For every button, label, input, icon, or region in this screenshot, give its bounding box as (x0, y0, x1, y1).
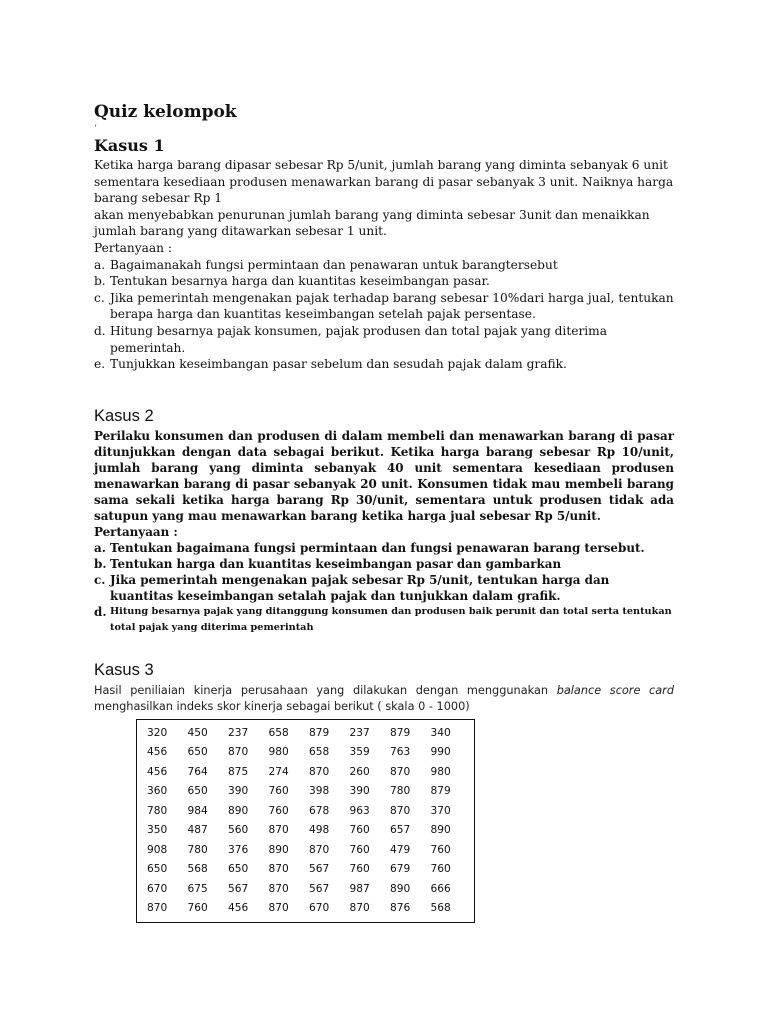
table-cell: 876 (390, 902, 411, 915)
question-marker: b. (94, 557, 107, 571)
table-cell: 879 (430, 785, 451, 798)
table-cell: 658 (268, 726, 289, 739)
table-cell: 870 (349, 902, 370, 915)
score-table-body (147, 723, 471, 918)
table-cell: 666 (430, 882, 451, 895)
table-cell: 984 (187, 804, 208, 817)
table-cell: 498 (309, 824, 330, 837)
table-cell: 274 (268, 765, 289, 778)
table-cell: 670 (147, 882, 168, 895)
table-cell: 987 (349, 882, 370, 895)
table-row (147, 782, 471, 802)
question-text: Tentukan besarnya harga dan kuantitas keseimbangan pasar. (110, 274, 490, 289)
kasus3-heading: Kasus 3 (94, 661, 154, 679)
score-table (147, 723, 471, 918)
table-cell: 990 (430, 746, 451, 759)
table-row (147, 762, 471, 782)
table-cell: 675 (187, 882, 208, 895)
table-cell: 890 (390, 882, 411, 895)
table-cell: 980 (268, 746, 289, 759)
table-cell: 567 (228, 882, 249, 895)
table-cell: 568 (430, 902, 451, 915)
table-cell: 567 (309, 882, 330, 895)
table-cell: 890 (268, 843, 289, 856)
table-cell: 764 (187, 765, 208, 778)
table-cell: 780 (390, 785, 411, 798)
kasus1-question-d (94, 323, 674, 356)
table-row (147, 743, 471, 763)
score-table-frame (136, 719, 475, 923)
question-marker: b. (94, 274, 106, 289)
table-cell: 870 (268, 824, 289, 837)
table-cell: 390 (349, 785, 370, 798)
table-cell: 870 (268, 902, 289, 915)
table-row (147, 723, 471, 743)
table-cell: 670 (309, 902, 330, 915)
table-cell: 658 (309, 746, 330, 759)
table-cell: 237 (228, 726, 249, 739)
question-text: Jika pemerintah mengenakan pajak sebesar Rp 5/unit, tentukan harga dan kuantitas keseimbangan setalah pajak dan tunjukkan dalam grafik. (110, 573, 610, 603)
table-cell: 908 (147, 843, 168, 856)
table-cell: 456 (147, 765, 168, 778)
kasus2-question-a (94, 540, 674, 556)
table-row (147, 860, 471, 880)
table-cell: 890 (228, 804, 249, 817)
table-row (147, 821, 471, 841)
table-cell: 456 (228, 902, 249, 915)
kasus3-paragraph (94, 683, 674, 714)
table-cell: 879 (309, 726, 330, 739)
table-cell: 487 (187, 824, 208, 837)
table-cell: 237 (349, 726, 370, 739)
table-row (147, 801, 471, 821)
table-cell: 657 (390, 824, 411, 837)
kasus2-question-b (94, 556, 674, 572)
table-cell: 376 (228, 843, 249, 856)
table-cell: 360 (147, 785, 168, 798)
table-cell: 450 (187, 726, 208, 739)
question-text: Tentukan harga dan kuantitas keseimbangan pasar dan gambarkan (110, 557, 562, 571)
question-text: Hitung besarnya pajak yang ditanggung konsumen dan produsen baik perunit dan total serta tentukan total pajak yang diterima pemerintah (110, 606, 672, 633)
kasus1-pertanyaan-label: Pertanyaan : (94, 240, 172, 255)
table-cell: 760 (349, 824, 370, 837)
kasus1-question-b (94, 273, 674, 290)
kasus3-text-after: menghasilkan indeks skor kinerja sebagai berikut ( skala 0 - 1000) (94, 699, 470, 713)
kasus2-heading: Kasus 2 (94, 407, 154, 425)
table-cell: 760 (430, 843, 451, 856)
kasus2-question-list (94, 540, 674, 636)
table-cell: 568 (187, 863, 208, 876)
table-row (147, 879, 471, 899)
kasus3-section (94, 683, 674, 714)
table-row (147, 899, 471, 919)
table-cell: 260 (349, 765, 370, 778)
table-cell: 870 (390, 804, 411, 817)
table-cell: 763 (390, 746, 411, 759)
table-cell: 398 (309, 785, 330, 798)
table-cell: 963 (349, 804, 370, 817)
table-cell: 760 (349, 863, 370, 876)
table-cell: 875 (228, 765, 249, 778)
question-marker: a. (94, 541, 106, 555)
table-cell: 479 (390, 843, 411, 856)
table-cell: 879 (390, 726, 411, 739)
table-cell: 567 (309, 863, 330, 876)
kasus2-pertanyaan-label: Pertanyaan : (94, 525, 178, 539)
table-cell: 359 (349, 746, 370, 759)
question-marker: e. (94, 357, 106, 372)
table-cell: 870 (268, 863, 289, 876)
kasus2-question-c (94, 572, 674, 604)
kasus2-section (94, 428, 674, 636)
table-cell: 390 (228, 785, 249, 798)
question-marker: c. (94, 573, 106, 587)
table-cell: 780 (187, 843, 208, 856)
question-text: Jika pemerintah mengenakan pajak terhadap barang sebesar 10%dari harga jual, tentukan berapa harga dan kuantitas keseimbangan setelah pajak persentase. (110, 290, 674, 322)
table-cell: 890 (430, 824, 451, 837)
table-cell: 678 (309, 804, 330, 817)
kasus2-question-d (94, 604, 674, 636)
table-cell: 760 (430, 863, 451, 876)
question-text: Bagaimanakah fungsi permintaan dan penawaran untuk barangtersebut (110, 257, 558, 272)
table-cell: 760 (187, 902, 208, 915)
table-cell: 370 (430, 804, 451, 817)
question-marker: c. (94, 290, 105, 305)
kasus1-question-e (94, 356, 674, 373)
question-text: Tentukan bagaimana fungsi permintaan dan fungsi penawaran barang tersebut. (110, 541, 645, 555)
table-cell: 760 (268, 804, 289, 817)
table-cell: 679 (390, 863, 411, 876)
kasus1-section (94, 157, 674, 373)
stray-tick-mark: ‘ (94, 124, 97, 134)
table-cell: 350 (147, 824, 168, 837)
kasus1-heading: Kasus 1 (94, 136, 165, 155)
table-cell: 870 (309, 765, 330, 778)
table-cell: 980 (430, 765, 451, 778)
kasus1-question-list (94, 257, 674, 373)
question-marker: a. (94, 257, 106, 272)
kasus3-text-emphasis: balance score card (556, 684, 674, 697)
kasus3-text-before: Hasil peniliaian kinerja perusahaan yang dilakukan dengan menggunakan (94, 684, 557, 697)
kasus1-question-a (94, 257, 674, 274)
table-row (147, 840, 471, 860)
table-cell: 320 (147, 726, 168, 739)
table-cell: 650 (187, 746, 208, 759)
question-marker: d. (94, 605, 107, 619)
table-cell: 760 (349, 843, 370, 856)
kasus1-question-c (94, 290, 674, 323)
page-title: Quiz kelompok (94, 102, 237, 122)
table-cell: 870 (228, 746, 249, 759)
kasus2-paragraph: Perilaku konsumen dan produsen di dalam membeli dan menawarkan barang di pasar ditunjukkan dengan data sebagai berikut. Ketika harga barang sebesar Rp 10/unit, jumlah barang yang diminta sebanyak 40 unit sementara kesediaan produsen menawarkan barang di pasar sebanyak 20 unit. Konsumen tidak mau membeli barang sama sekali ketika harga barang Rp 30/unit, sementara untuk produsen tidak ada satupun yang mau menawarkan barang ketika harga jual sebesar Rp 5/unit. (94, 429, 674, 523)
table-cell: 870 (390, 765, 411, 778)
question-text: Tunjukkan keseimbangan pasar sebelum dan sesudah pajak dalam grafik. (110, 357, 567, 372)
table-cell: 650 (147, 863, 168, 876)
kasus1-paragraph-1: Ketika harga barang dipasar sebesar Rp 5/unit, jumlah barang yang diminta sebanyak 6 unit sementara kesediaan produsen menawarkan barang di pasar sebanyak 3 unit. Naiknya harga barang sebesar Rp 1 (94, 158, 674, 206)
table-cell: 780 (147, 804, 168, 817)
question-text: Hitung besarnya pajak konsumen, pajak produsen dan total pajak yang diterima pemerintah. (110, 323, 607, 355)
table-cell: 650 (187, 785, 208, 798)
table-cell: 870 (268, 882, 289, 895)
table-cell: 870 (147, 902, 168, 915)
table-cell: 456 (147, 746, 168, 759)
table-cell: 650 (228, 863, 249, 876)
table-cell: 340 (430, 726, 451, 739)
table-cell: 870 (309, 843, 330, 856)
question-marker: d. (94, 323, 106, 338)
table-cell: 760 (268, 785, 289, 798)
table-cell: 560 (228, 824, 249, 837)
kasus1-paragraph-2: akan menyebabkan penurunan jumlah barang yang diminta sebesar 3unit dan menaikkan jumlah barang yang ditawarkan sebesar 1 unit. (94, 207, 650, 239)
